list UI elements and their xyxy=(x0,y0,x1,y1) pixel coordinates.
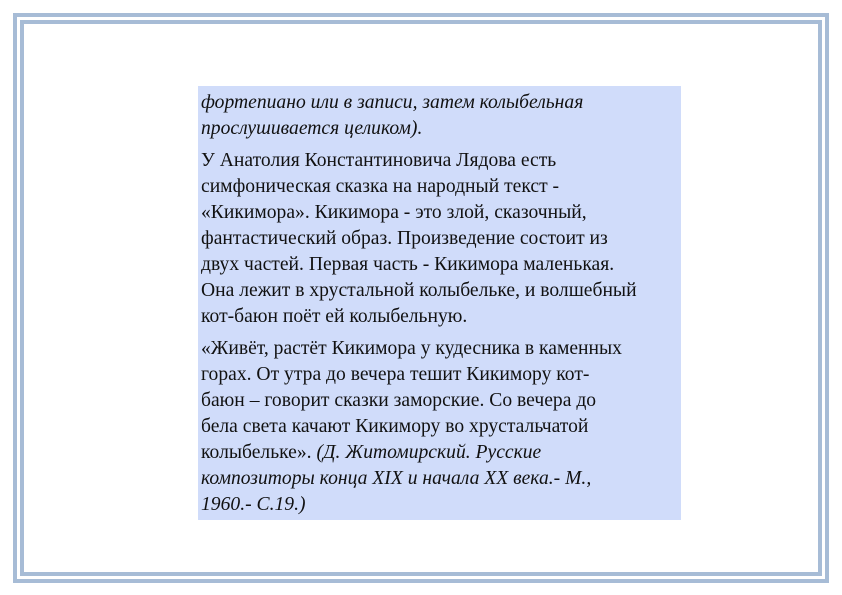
paragraph-quote xyxy=(201,336,681,518)
citation-text: (Д. Житомирский. Русские xyxy=(316,442,542,463)
paragraph-lyadov xyxy=(201,148,681,330)
paragraph-intro xyxy=(201,90,681,142)
text-line: «Живёт, растёт Кикимора у кудесника в каменных xyxy=(201,338,622,359)
citation-line: 1960.- С.19.) xyxy=(201,494,306,515)
text-line: двух частей. Первая часть - Кикимора маленькая. xyxy=(201,254,615,275)
text-line: «Кикимора». Кикимора - это злой, сказочный, xyxy=(201,202,587,223)
text-line: фортепиано или в записи, затем колыбельная xyxy=(201,92,584,113)
citation-line: композиторы конца XIX и начала XX века.- М., xyxy=(201,468,592,489)
text-line: бела света качают Кикимору во хрустальчатой xyxy=(201,416,589,437)
text-line-mixed xyxy=(201,440,681,466)
text-line: прослушивается целиком). xyxy=(201,118,423,139)
quote-end-text: колыбельке». xyxy=(201,442,317,463)
text-line: фантастический образ. Произведение состоит из xyxy=(201,228,608,249)
text-line: У Анатолия Константиновича Лядова есть xyxy=(201,150,557,171)
text-box xyxy=(198,86,681,520)
text-line: Она лежит в хрустальной колыбельке, и волшебный xyxy=(201,280,637,301)
text-line: симфоническая сказка на народный текст - xyxy=(201,176,560,197)
text-line: баюн – говорит сказки заморские. Со вечера до xyxy=(201,390,597,411)
text-line: горах. От утра до вечера тешит Кикимору кот- xyxy=(201,364,590,385)
text-line: кот-баюн поёт ей колыбельную. xyxy=(201,306,468,327)
